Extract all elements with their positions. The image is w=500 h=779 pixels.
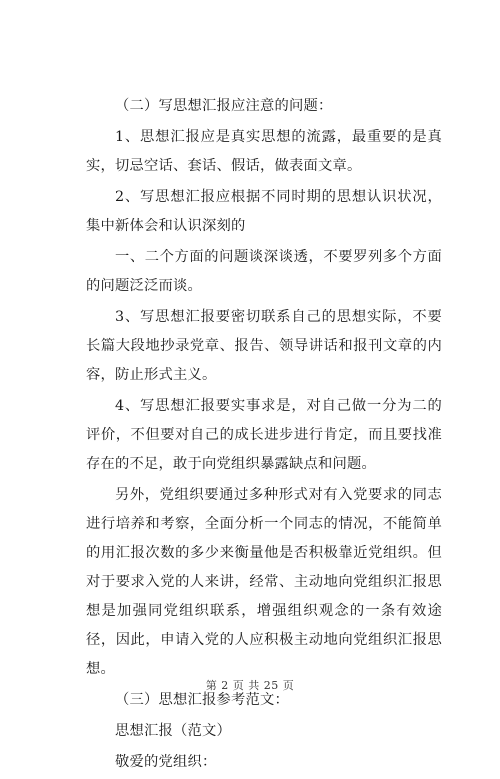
sample-title: 思想汇报（范文） (115, 723, 231, 739)
paragraph-point-1: 1、思想汇报应是真实思想的流露，最重要的是真实，切忌空话、套话、假话，做表面文章。 (86, 129, 442, 174)
sample-salutation: 敬爱的党组织： (115, 754, 217, 770)
page-number-footer: 第 2 页 共 25 页 (205, 679, 295, 692)
section-heading-notes: （二）写思想汇报应注意的问题： (115, 98, 333, 114)
paragraph-point-4: 4、写思想汇报要实事求是，对自己做一分为二的评价，不但要对自己的成长进步进行肯定，而且要找准存在的不足，敢于向党组织暴露缺点和问题。 (86, 398, 442, 472)
paragraph-point-2: 2、写思想汇报应根据不同时期的思想认识状况，集中新体会和认识深刻的 (86, 189, 442, 234)
paragraph-point-3: 3、写思想汇报要密切联系自己的思想实际，不要长篇大段地抄录党章、报告、领导讲话和报刊文章的内容，防止形式主义。 (86, 309, 442, 383)
paragraph-point-2-continued: 一、二个方面的问题谈深谈透，不要罗列多个方面的问题泛泛而谈。 (86, 249, 442, 294)
document-body (86, 92, 442, 779)
paragraph-additional: 另外，党组织要通过多种形式对有入党要求的同志进行培养和考察，全面分析一个同志的情况，不能简单的用汇报次数的多少来衡量他是否积极靠近党组织。但对于要求入党的人来讲，经常、主动地向党组织汇报思想是加强同党组织联系，增强组织观念的一条有效途径，因此，申请入党的人应积极主动地向党组织汇报思想。 (86, 487, 442, 677)
section-heading-sample: （三）思想汇报参考范文： (115, 692, 289, 708)
